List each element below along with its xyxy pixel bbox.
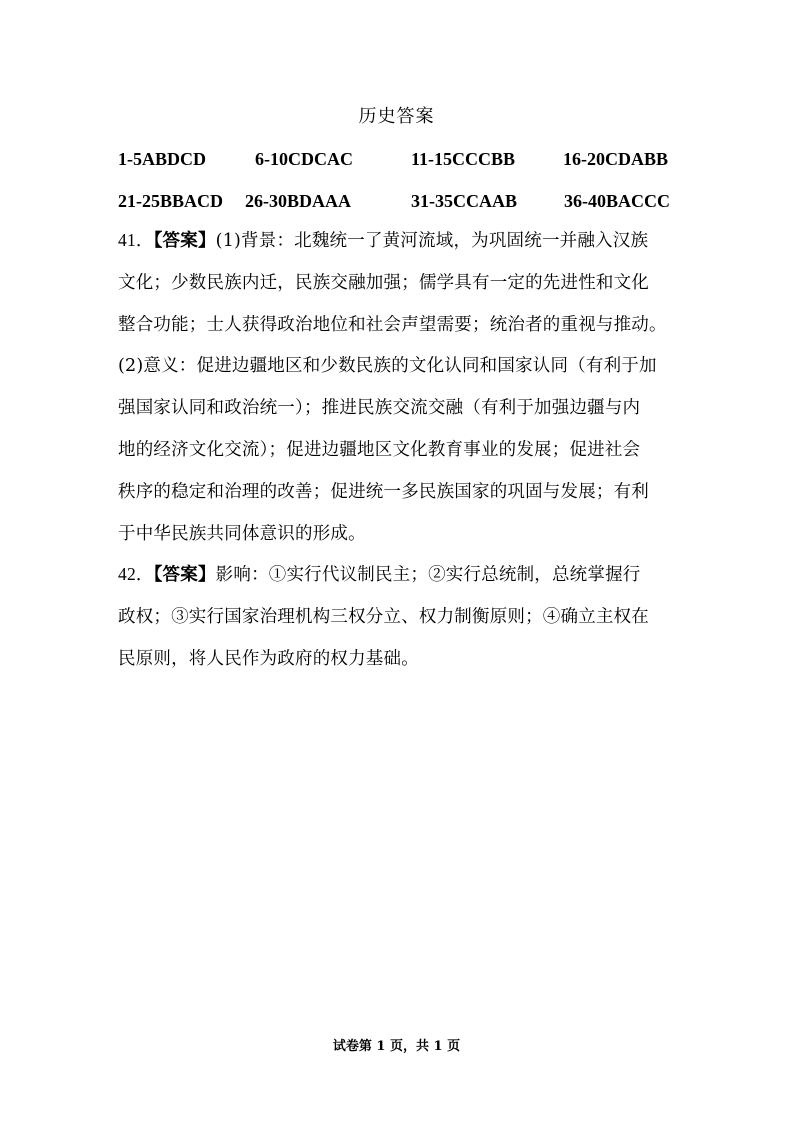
page-title: 历史答案 — [358, 106, 435, 127]
mc-answer-group: 6-10CDCAC — [255, 149, 353, 169]
q41-line: 于中华民族共同体意识的形成。 — [118, 523, 366, 544]
mc-answer-group: 21-25BBACD — [118, 191, 224, 211]
q41-line: 秩序的稳定和治理的改善；促进统一多民族国家的巩固与发展；有利 — [118, 481, 649, 502]
page-footer: 试卷第 1 页，共 1 页 — [332, 1039, 461, 1054]
q42-line — [118, 554, 678, 597]
mc-answer-group: 16-20CDABB — [563, 149, 669, 169]
mc-answer-group: 26-30BDAAA — [245, 191, 351, 211]
question-42-answer — [118, 554, 678, 680]
q41-line — [118, 220, 678, 263]
mc-answer-group: 11-15CCCBB — [411, 149, 516, 169]
q42-line: 民原则，将人民作为政府的权力基础。 — [118, 648, 419, 669]
mc-answer-group: 1-5ABDCD — [118, 149, 206, 169]
q42-line: 政权；③实行国家治理机构三权分立、权力制衡原则；④确立主权在 — [118, 606, 649, 627]
mc-answer-group: 31-35CCAAB — [411, 191, 517, 211]
question-number: 41． — [118, 230, 154, 250]
answer-tag: 【答案】 — [153, 230, 216, 250]
mc-answer-group: 36-40BACCC — [564, 191, 670, 211]
answer-text: (1)背景：北魏统一了黄河流域，为巩固统一并融入汉族 — [215, 231, 649, 251]
answer-tag: 【答案】 — [153, 564, 216, 584]
question-41-answer — [118, 220, 678, 555]
mc-answers-row-2 — [118, 188, 718, 214]
mc-answers-row-1 — [118, 146, 718, 172]
q41-line: 整合功能；士人获得政治地位和社会声望需要；统治者的重视与推动。 — [118, 314, 667, 335]
q41-line: 强国家认同和政治统一）；推进民族交流交融（有利于加强边疆与内 — [118, 398, 641, 419]
q41-line: (2)意义：促进边疆地区和少数民族的文化认同和国家认同（有利于加 — [118, 356, 657, 377]
question-number: 42． — [118, 564, 154, 584]
q41-line: 地的经济文化交流）；促进边疆地区文化教育事业的发展；促进社会 — [118, 439, 641, 460]
q41-line: 文化；少数民族内迁，民族交融加强；儒学具有一定的先进性和文化 — [118, 272, 649, 293]
answer-text: 影响：①实行代议制民主；②实行总统制，总统掌握行 — [215, 565, 641, 585]
